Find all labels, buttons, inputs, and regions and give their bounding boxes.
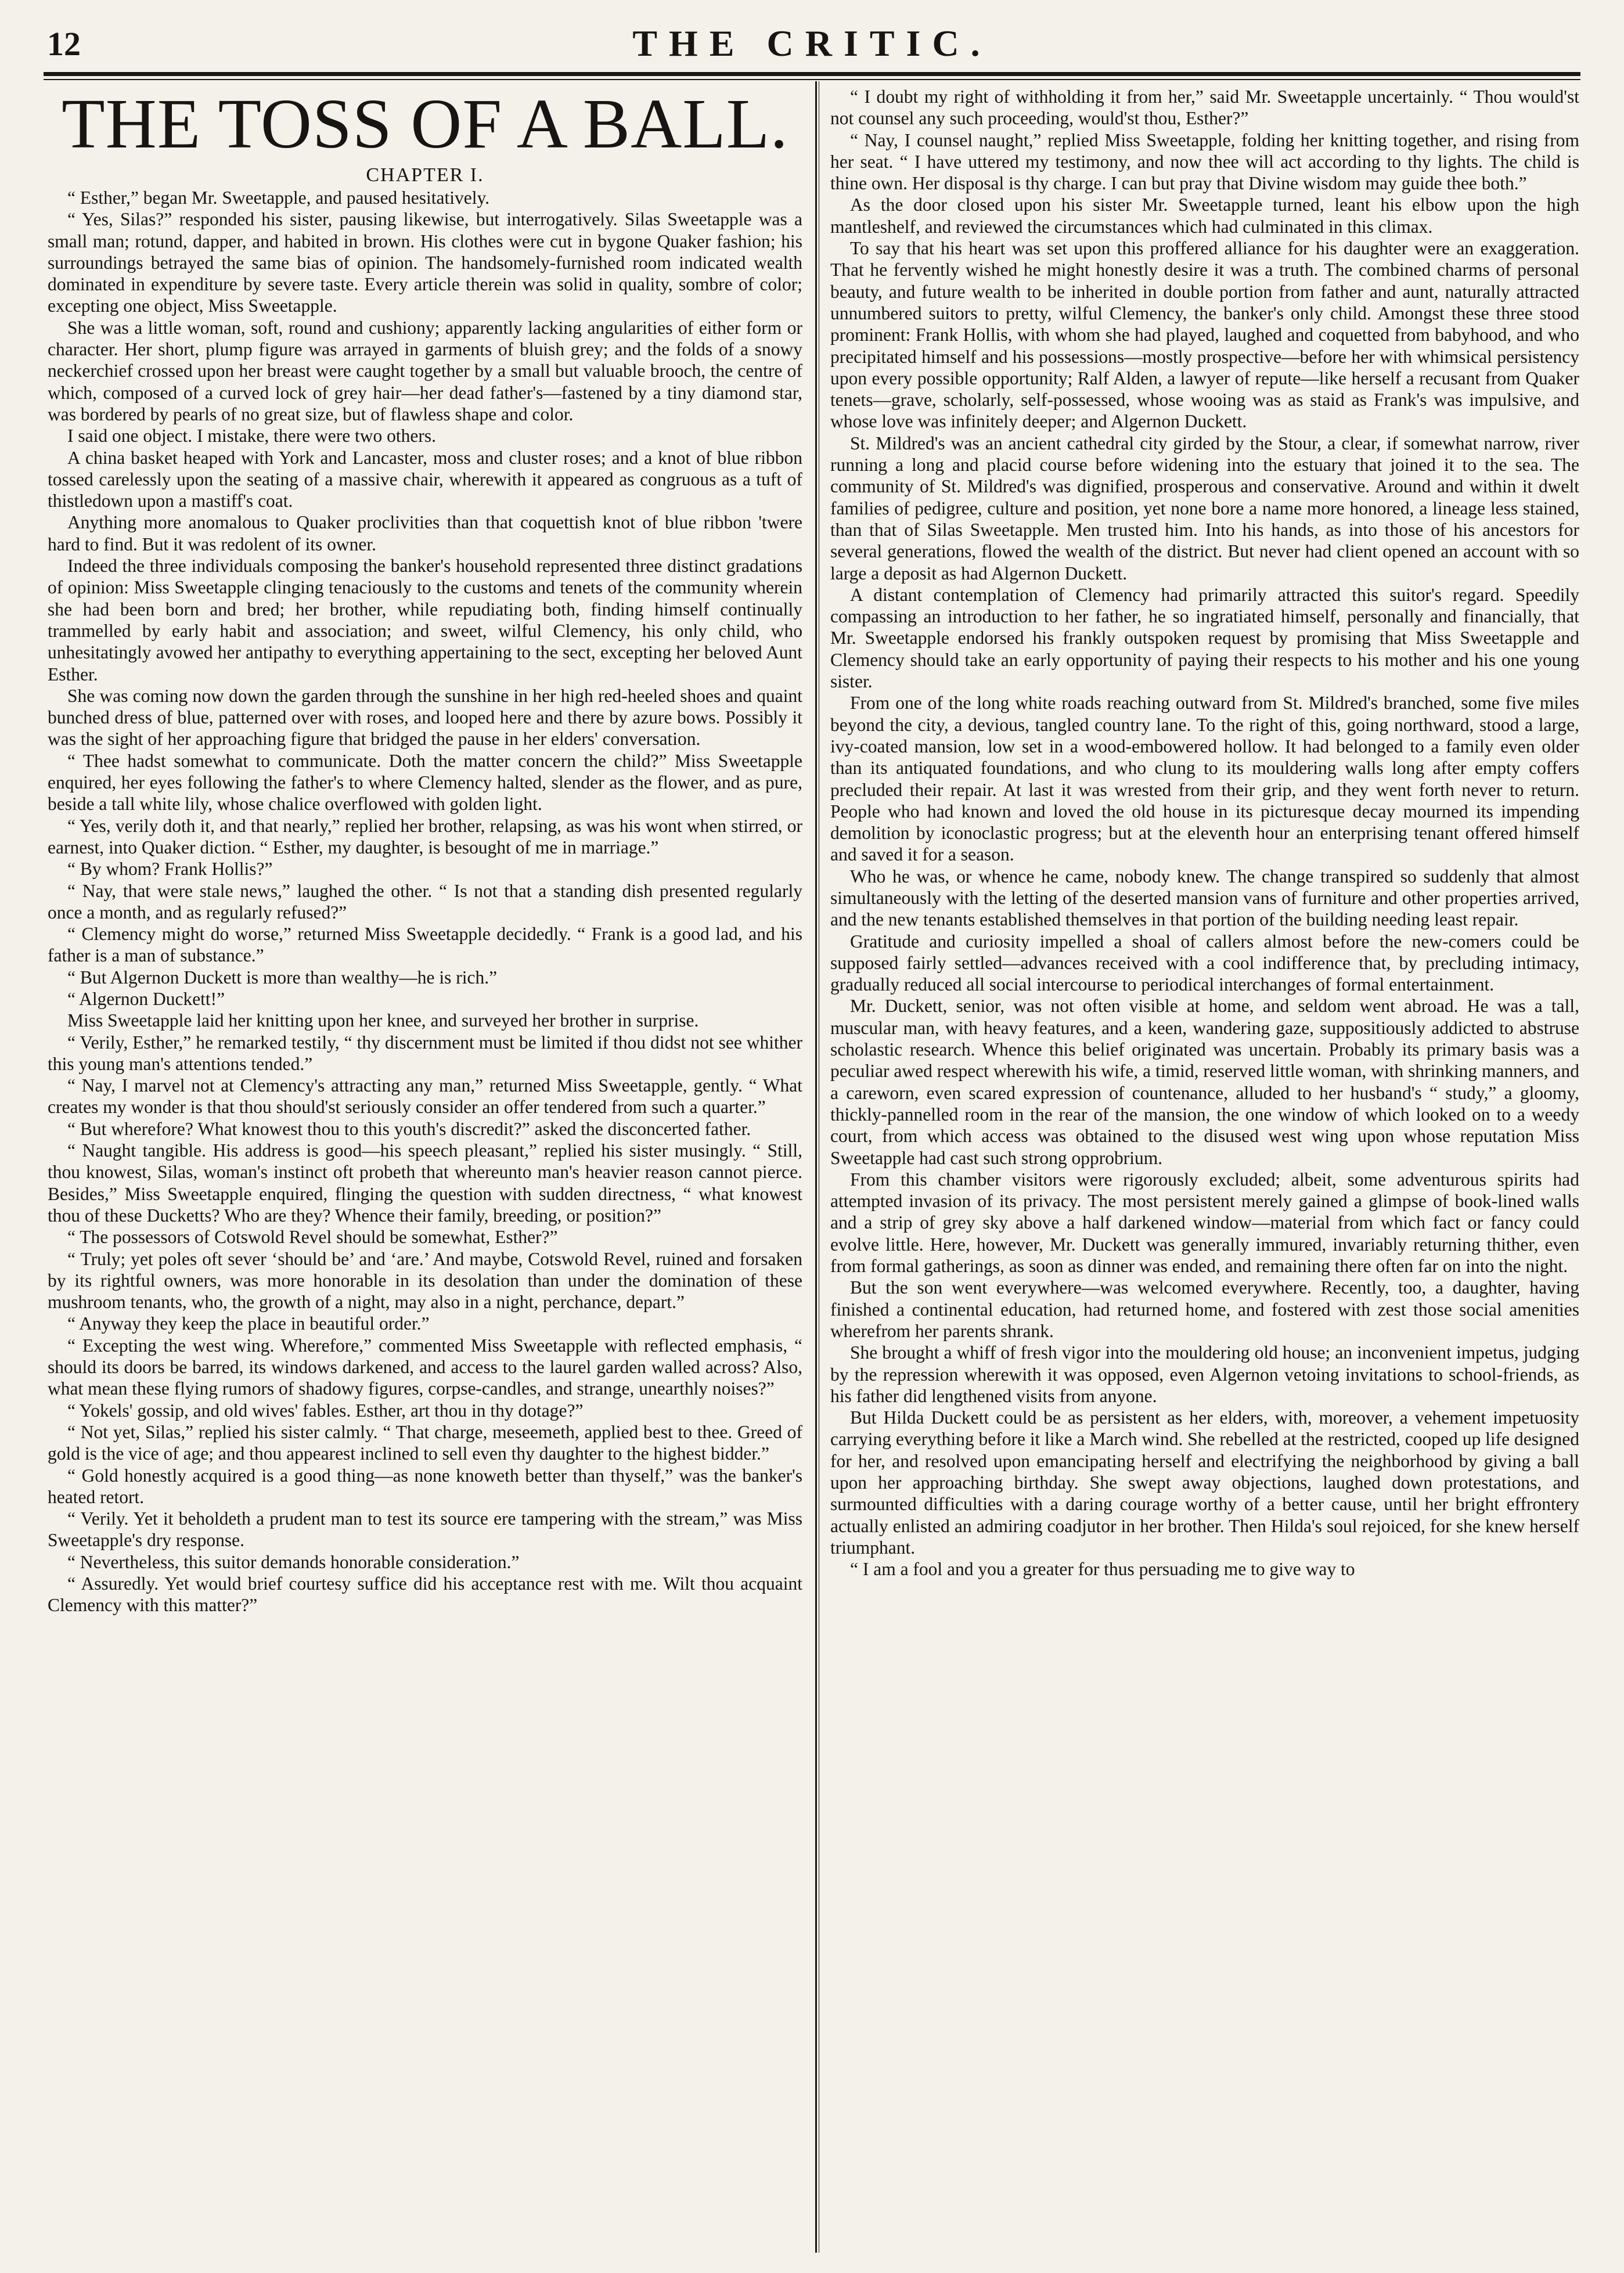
paragraph: Mr. Duckett, senior, was not often visible at home, and seldom went abroad. He was a tall, muscular man, with heavy features, and a keen, wandering gaze, suppositiously addicted to abstruse scholastic research. Whence this belief originated was uncertain. Probably its primary basis was a peculiar awed respect wherewith his wife, a timid, reserved little woman, with shrinking manners, and a careworn, even scared expression of countenance, alluded to her husband's “ study,” a gloomy, thickly-pannelled room in the rear of the mansion, the one window of which looked on to a weedy court, from which access was obtained to the disused west wing upon whose reputation Miss Sweetapple had cast such strong opprobrium. <box>830 996 1579 1168</box>
paragraph: “ Yes, verily doth it, and that nearly,” replied her brother, relapsing, as was his wont when stirred, or earnest, into Quaker diction. “ Esther, my daughter, is besought of me in marriage.” <box>48 815 802 858</box>
paragraph: From this chamber visitors were rigorously excluded; albeit, some adventurous spirits had attempted invasion of its privacy. The most persistent merely gained a glimpse of book-lined walls and a strip of grey sky above a half darkened window—material from which fact or fancy could evolve little. Here, however, Mr. Duckett was generally immured, invariably returning thither, even from formal gatherings, as soon as dinner was ended, and remaining there often far on into the night. <box>830 1169 1579 1277</box>
paragraph: “ Gold honestly acquired is a good thing—as none knoweth better than thyself,” was the banker's heated retort. <box>48 1465 802 1507</box>
paragraph: “ Nay, I marvel not at Clemency's attracting any man,” returned Miss Sweetapple, gently. “ What creates my wonder is that thou should'st seriously consider an offer tendered from such a quarter.” <box>48 1075 802 1118</box>
paragraph: “ Algernon Duckett!” <box>67 988 225 1009</box>
paragraph: As the door closed upon his sister Mr. Sweetapple turned, leant his elbow upon the high mantleshelf, and reviewed the circumstances which had culminated in this climax. <box>830 194 1579 237</box>
paragraph: “ Not yet, Silas,” replied his sister calmly. “ That charge, meseemeth, applied best to thee. Greed of gold is the vice of age; and thou appearest inclined to sell even thy daughter to the highest bidder.” <box>48 1421 802 1464</box>
paragraph: “ Verily, Esther,” he remarked testily, “ thy discernment must be limited if thou didst not see whither this young man's attentions tended.” <box>48 1032 802 1074</box>
paragraph: But the son went everywhere—was welcomed everywhere. Recently, too, a daughter, having finished a continental education, had returned home, and fostered with zest those social amenities wherefrom her parents shrank. <box>830 1277 1579 1341</box>
paragraph: She was coming now down the garden through the sunshine in her high red-heeled shoes and quaint bunched dress of blue, patterned over with roses, and looped here and there by azure bows. Possibly it was the sight of her approaching figure that bridged the pause in her elders' conversation. <box>48 685 802 750</box>
page-number: 12 <box>47 25 81 63</box>
right-column-body <box>830 86 1579 1580</box>
paragraph: “ Assuredly. Yet would brief courtesy suffice did his acceptance rest with me. Wilt thou acquaint Clemency with this matter?” <box>48 1573 802 1616</box>
paragraph: A china basket heaped with York and Lancaster, moss and cluster roses; and a knot of blue ribbon tossed carelessly upon the seating of a massive chair, wherewith it appeared as congruous as a tuft of thistledown upon a mastiff's coat. <box>48 447 802 511</box>
right-column <box>830 86 1579 2252</box>
paragraph: “ The possessors of Cotswold Revel should be somewhat, Esther?” <box>67 1227 558 1248</box>
paragraph: A distant contemplation of Clemency had primarily attracted this suitor's regard. Speedily compassing an introduction to her father, he so ingratiated himself, personally and financially, that Mr. Sweetapple endorsed his frankly outspoken request by promising that Miss Sweetapple and Clemency should take an early opportunity of paying their respects to his mother and his one young sister. <box>830 584 1579 692</box>
paragraph: “ Verily. Yet it beholdeth a prudent man to test its source ere tampering with the stream,” was Miss Sweetapple's dry response. <box>48 1508 802 1551</box>
paragraph: “ By whom? Frank Hollis?” <box>67 859 273 880</box>
paragraph: I said one object. I mistake, there were two others. <box>67 426 437 446</box>
paragraph: “ Nevertheless, this suitor demands honorable consideration.” <box>67 1551 520 1572</box>
paragraph: She was a little woman, soft, round and cushiony; apparently lacking angularities of either form or character. Her short, plump figure was arrayed in garments of bluish grey; and the folds of a snowy neckerchief crossed upon her breast were caught together by a small but valuable brooch, the centre of which, composed of a curved lock of grey hair—her dead father's—fastened by a tiny diamond star, was bordered by pearls of no great size, but of flawless shape and color. <box>48 317 802 424</box>
paragraph: “ Nay, I counsel naught,” replied Miss Sweetapple, folding her knitting together, and rising from her seat. “ I have uttered my testimony, and now thee will act according to thy lights. The child is thine own. Her disposal is thy charge. I can but pray that Divine wisdom may guide thee both.” <box>830 129 1579 194</box>
left-column <box>48 86 802 2252</box>
paragraph: From one of the long white roads reaching outward from St. Mildred's branched, some five miles beyond the city, a devious, tangled country lane. To the right of this, going northward, stood a large, ivy-coated mansion, low set in a wood-embowered hollow. It had belonged to a family even older than its antiquated foundations, and who clung to its mouldering walls long after empty coffers precluded their repair. At last it was wrested from their grip, and they went forth never to return. People who had known and loved the old house in its picturesque decay mourned its impending demolition by iconoclastic progress; but at the eleventh hour an enterprising tenant offered himself and saved it for a season. <box>830 693 1579 865</box>
paragraph: “ But wherefore? What knowest thou to this youth's discredit?” asked the disconcerted father. <box>67 1118 751 1139</box>
paragraph: Gratitude and curiosity impelled a shoal of callers almost before the new-comers could be supposed fairly settled—advances received with a cool indifference that, by precluding intimacy, gradually reduced all social intercourse to periodical interchanges of formal entertainment. <box>830 931 1579 995</box>
chapter-heading: CHAPTER I. <box>366 164 484 186</box>
paragraph: “ Excepting the west wing. Wherefore,” commented Miss Sweetapple with reflected emphasis, “ should its doors be barred, its windows darkened, and access to the laurel garden walled across? Also, what mean these flying rumors of shadowy figures, corpse-candles, and strange, unearthly noises?” <box>48 1335 802 1399</box>
paragraph: Anything more anomalous to Quaker proclivities than that coquettish knot of blue ribbon 'twere hard to find. But it was redolent of its owner. <box>48 512 802 554</box>
paragraph: St. Mildred's was an ancient cathedral city girded by the Stour, a clear, if somewhat narrow, river running a long and placid course before widening into the estuary that joined it to the sea. The community of St. Mildred's was dignified, prosperous and conservative. Around and within it dwelt families of pedigree, culture and position, yet none bore a name more honored, a lineage less stained, than that of Silas Sweetapple. Men trusted him. Into his hands, as into those of his ancestors for several generations, flowed the wealth of the district. But never had client opened an account with so large a deposit as had Algernon Duckett. <box>830 433 1579 583</box>
paragraph: Who he was, or whence he came, nobody knew. The change transpired so suddenly that almost simultaneously with the letting of the deserted mansion vans of furniture and other properties arrived, and the new tenants established themselves in that portion of the building needing least repair. <box>830 866 1579 930</box>
paragraph: But Hilda Duckett could be as persistent as her elders, with, moreover, a vehement impetuosity carrying everything before it like a March wind. She rebelled at the restricted, cooped up life designed for her, and resolved upon emancipating herself and electrifying the neighborhood by giving a ball upon her approaching birthday. She swept away objections, laughed down protestations, and surmounted difficulties with a daring courage worthy of a better cause, until her bright effrontery actually enlisted an admiring coadjutor in her brother. Then Hilda's soul rejoiced, for she knew herself triumphant. <box>830 1407 1579 1558</box>
running-head <box>44 17 1580 70</box>
paragraph: “ I doubt my right of withholding it from her,” said Mr. Sweetapple uncertainly. “ Thou would'st not counsel any such proceeding, would'st thou, Esther?” <box>830 87 1579 129</box>
journal-title: THE CRITIC. <box>632 23 992 64</box>
paragraph: “ But Algernon Duckett is more than wealthy—he is rich.” <box>67 967 498 988</box>
story-title: THE TOSS OF A BALL. <box>62 86 788 163</box>
column-divider <box>815 81 817 2253</box>
paragraph: “ Nay, that were stale news,” laughed the other. “ Is not that a standing dish presented regularly once a month, and as regularly refused?” <box>48 880 802 923</box>
paragraph: “ I am a fool and you a greater for thus persuading me to give way to <box>850 1559 1355 1580</box>
paragraph: “ Truly; yet poles oft sever ‘should be’ and ‘are.’ And maybe, Cotswold Revel, ruined and forsaken by its rightful owners, was more honorable in its desolation than under the domination of these mushroom tenants, who, the growth of a night, may also in a night, perchance, depart.” <box>48 1248 802 1313</box>
paragraph: She brought a whiff of fresh vigor into the mouldering old house; an inconvenient impetus, judging by the repression wherewith it was opposed, even Algernon vetoing invitations to school-friends, as his father did lengthened visits from anyone. <box>830 1342 1579 1406</box>
header-rule <box>44 72 1580 80</box>
paragraph: “ Anyway they keep the place in beautiful order.” <box>67 1313 430 1334</box>
paragraph: To say that his heart was set upon this proffered alliance for his daughter were an exaggeration. That he fervently wished he might honestly desire it was a truth. The combined charms of personal beauty, and future wealth to be inherited in double portion from father and aunt, naturally attracted unnumbered suitors to pretty, wilful Clemency, the banker's only child. Amongst these three stood prominent: Frank Hollis, with whom she had played, laughed and coquetted from babyhood, and who precipitated himself and his possessions—mostly prospective—before her with whimsical persistency upon every possible opportunity; Ralf Alden, a lawyer of repute—like herself a recusant from Quaker tenets—grave, scholarly, self-possessed, whose wooing was as staid as Frank's was impulsive, and whose love was infinitely deeper; and Algernon Duckett. <box>830 238 1579 432</box>
paragraph: Miss Sweetapple laid her knitting upon her knee, and surveyed her brother in surprise. <box>67 1010 699 1031</box>
paragraph: Indeed the three individuals composing the banker's household represented three distinct gradations of opinion: Miss Sweetapple clinging tenaciously to the customs and tenets of the community wherein she had been born and bred; her brother, while repudiating both, finding himself continually trammelled by early habit and association; and sweet, wilful Clemency, his only child, who unhesitatingly avowed her antipathy to everything appertaining to the sect, excepting her beloved Aunt Esther. <box>48 556 802 685</box>
paragraph: “ Yes, Silas?” responded his sister, pausing likewise, but interrogatively. Silas Sweetapple was a small man; rotund, dapper, and habited in brown. His clothes were cut in bygone Quaker fashion; his surroundings betrayed the same bias of opinion. The handsomely-furnished room indicated wealth dominated in expenditure by severe taste. Every article therein was solid in quality, sombre of color; excepting one object, Miss Sweetapple. <box>48 209 802 316</box>
paragraph: “ Esther,” began Mr. Sweetapple, and paused hesitatively. <box>67 188 490 208</box>
left-column-body <box>48 187 802 1616</box>
paragraph: “ Clemency might do worse,” returned Miss Sweetapple decidedly. “ Frank is a good lad, and his father is a man of substance.” <box>48 924 802 966</box>
paragraph: “ Yokels' gossip, and old wives' fables. Esther, art thou in thy dotage?” <box>67 1400 584 1421</box>
paragraph: “ Naught tangible. His address is good—his speech pleasant,” replied his sister musingly. “ Still, thou knowest, Silas, woman's instinct oft probeth that whereunto man's heavier reason cannot pierce. Besides,” Miss Sweetapple enquired, flinging the question with sudden directness, “ what knowest thou of these Ducketts? Who are they? Whence their family, breeding, or position?” <box>48 1140 802 1226</box>
paragraph: “ Thee hadst somewhat to communicate. Doth the matter concern the child?” Miss Sweetapple enquired, her eyes following the father's to where Clemency halted, slender as the flower, and as pure, beside a tall white lily, whose chalice overflowed with golden light. <box>48 750 802 815</box>
